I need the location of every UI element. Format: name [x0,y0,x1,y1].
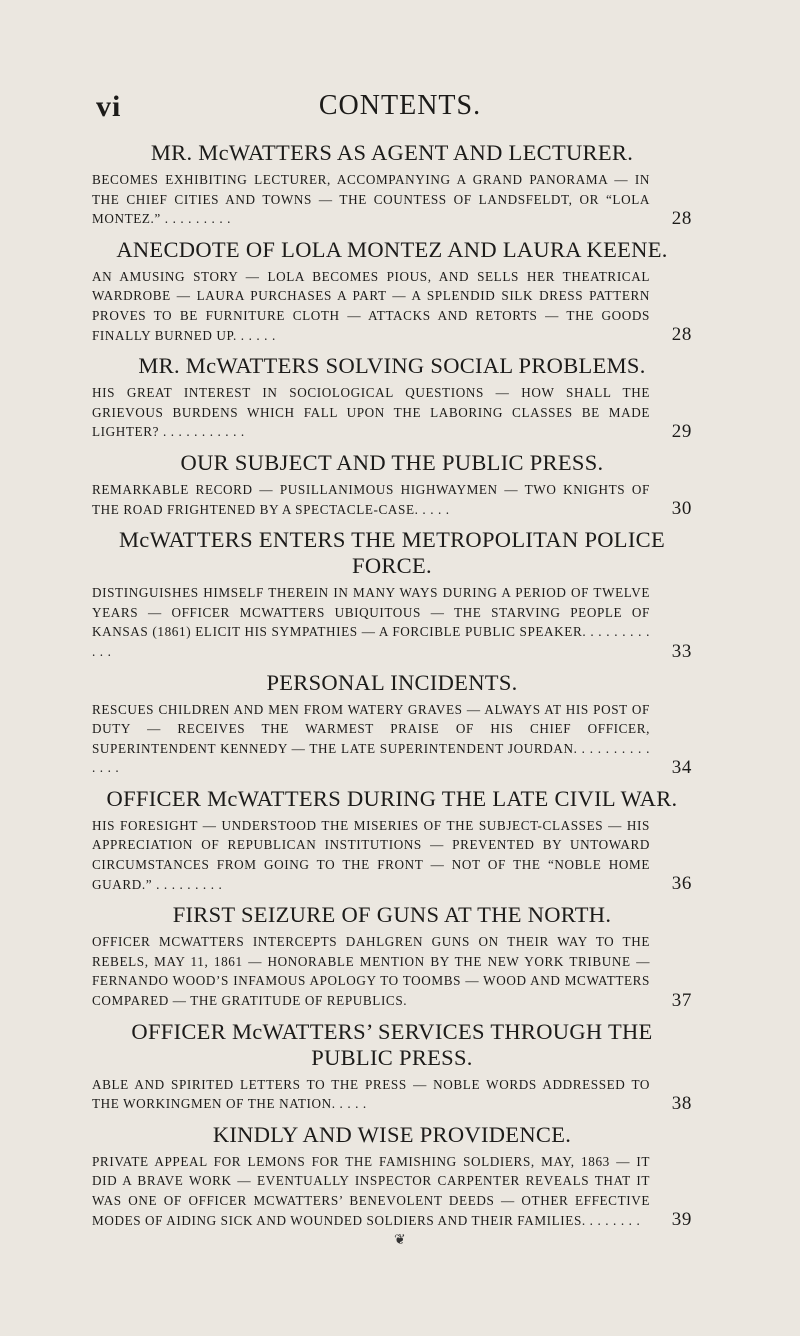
entry-heading: MR. McWATTERS SOLVING SOCIAL PROBLEMS. [138,353,646,379]
entry-text: BECOMES EXHIBITING LECTURER, ACCOMPANYING A GRAND PANORAMA — IN THE CHIEF CITIES AND TOWNS — THE COUNTESS OF LANDSFELDT, OR “LOLA MONTEZ.” . . . . . . . . . [92,172,650,227]
entry-heading: OUR SUBJECT AND THE PUBLIC PRESS. [180,449,604,475]
entry-page-number: 29 [671,420,692,442]
page-header [0,90,800,126]
entry-page-number: 30 [671,498,692,520]
entry-summary [92,816,692,894]
entry-page-number: 38 [671,1092,692,1114]
entry-heading: FIRST SEIZURE OF GUNS AT THE NORTH. [172,902,612,928]
entry-page-number: 37 [671,989,692,1011]
contents-entry [92,450,692,519]
entry-text: HIS GREAT INTEREST IN SOCIOLOGICAL QUESTIONS — HOW SHALL THE GRIEVOUS BURDENS WHICH FALL UPON THE LABORING CLASSES BE MADE LIGHTER? . . . . . . . . . . . [92,385,650,440]
entry-page-number: 36 [671,873,692,895]
entry-text: AN AMUSING STORY — LOLA BECOMES PIOUS, AND SELLS HER THEATRICAL WARDROBE — LAURA PURCHASES A PART — A SPLENDID SILK DRESS PATTERN PROVES TO BE FURNITURE CLOTH — ATTACKS AND RETORTS — THE GOODS FINALLY BURNED UP. . . . . . [92,268,650,343]
entry-summary [92,700,692,778]
page-number: vi [96,90,122,123]
entry-summary [92,583,692,661]
entry-heading: MR. McWATTERS AS AGENT AND LECTURER. [150,140,634,165]
entry-summary [92,1152,692,1230]
entry-summary [92,480,692,519]
entry-text: ABLE AND SPIRITED LETTERS TO THE PRESS — NOBLE WORDS ADDRESSED TO THE WORKINGMEN OF THE NATION. . . . . [92,1076,650,1112]
contents-entry [92,1019,692,1114]
printer-mark-icon: ❦ [394,1233,406,1248]
entry-page-number: 28 [671,324,692,346]
entry-page-number: 28 [671,207,692,229]
contents-entry [92,237,692,345]
entry-summary [92,170,692,229]
entry-heading: ANECDOTE OF LOLA MONTEZ AND LAURA KEENE. [116,236,668,262]
entry-summary [92,383,692,442]
running-title: CONTENTS. [318,90,482,121]
entry-summary [92,1075,692,1114]
entry-page-number: 39 [671,1209,692,1231]
entry-text: OFFICER MCWATTERS INTERCEPTS DAHLGREN GUNS ON THEIR WAY TO THE REBELS, MAY 11, 1861 — HONORABLE MENTION BY THE NEW YORK TRIBUNE — FERNANDO WOOD’S INFAMOUS APOLOGY TO TOOMBS — WOOD AND MCWATTERS COMPARED — THE GRATITUDE OF REPUBLICS. [92,934,650,1009]
contents-entry [92,786,692,894]
contents-entry [92,527,692,661]
entry-summary [92,267,692,345]
entry-page-number: 33 [671,640,692,662]
contents-entry [92,140,692,229]
entry-heading: McWATTERS ENTERS THE METROPOLITAN POLICE FORCE. [118,527,665,579]
entry-text: REMARKABLE RECORD — PUSILLANIMOUS HIGHWAYMEN — TWO KNIGHTS OF THE ROAD FRIGHTENED BY A SPECTACLE-CASE. . . . . [92,481,650,517]
contents-list [92,140,692,1238]
entry-text: PRIVATE APPEAL FOR LEMONS FOR THE FAMISHING SOLDIERS, MAY, 1863 — IT DID A BRAVE WORK — EVENTUALLY INSPECTOR CARPENTER REVEALS THAT IT WAS ONE OF OFFICER MCWATTERS’ BENEVOLENT DEEDS — OTHER EFFECTIVE MODES OF AIDING SICK AND WOUNDED SOLDIERS AND THEIR FAMILIES. . . . . . . . [92,1153,650,1228]
entry-text: RESCUES CHILDREN AND MEN FROM WATERY GRAVES — ALWAYS AT HIS POST OF DUTY — RECEIVES THE WARMEST PRAISE OF HIS CHIEF OFFICER, SUPERINTENDENT KENNEDY — THE LATE SUPERINTENDENT JOURDAN. . . . . . . . . . . . . . [92,701,650,776]
entry-text: HIS FORESIGHT — UNDERSTOOD THE MISERIES OF THE SUBJECT-CLASSES — HIS APPRECIATION OF REPUBLICAN INSTITUTIONS — PREVENTED BY UNTOWARD CIRCUMSTANCES FROM GOING TO THE FRONT — NOT OF THE “NOBLE HOME GUARD.” . . . . . . . . . [92,817,650,892]
contents-entry [92,902,692,1010]
entry-text: DISTINGUISHES HIMSELF THEREIN IN MANY WAYS DURING A PERIOD OF TWELVE YEARS — OFFICER MCWATTERS UBIQUITOUS — THE STARVING PEOPLE OF KANSAS (1861) ELICIT HIS SYMPATHIES — A FORCIBLE PUBLIC SPEAKER. . . . . . . . . . . . [92,585,650,659]
contents-entry [92,353,692,442]
entry-page-number: 34 [671,756,692,778]
entry-heading: PERSONAL INCIDENTS. [266,669,518,695]
entry-summary [92,932,692,1010]
contents-entry [92,1122,692,1230]
entry-heading: OFFICER McWATTERS DURING THE LATE CIVIL WAR. [106,785,678,811]
entry-heading: KINDLY AND WISE PROVIDENCE. [212,1121,572,1147]
entry-heading: OFFICER McWATTERS’ SERVICES THROUGH THE PUBLIC PRESS. [131,1018,653,1070]
contents-entry [92,670,692,778]
